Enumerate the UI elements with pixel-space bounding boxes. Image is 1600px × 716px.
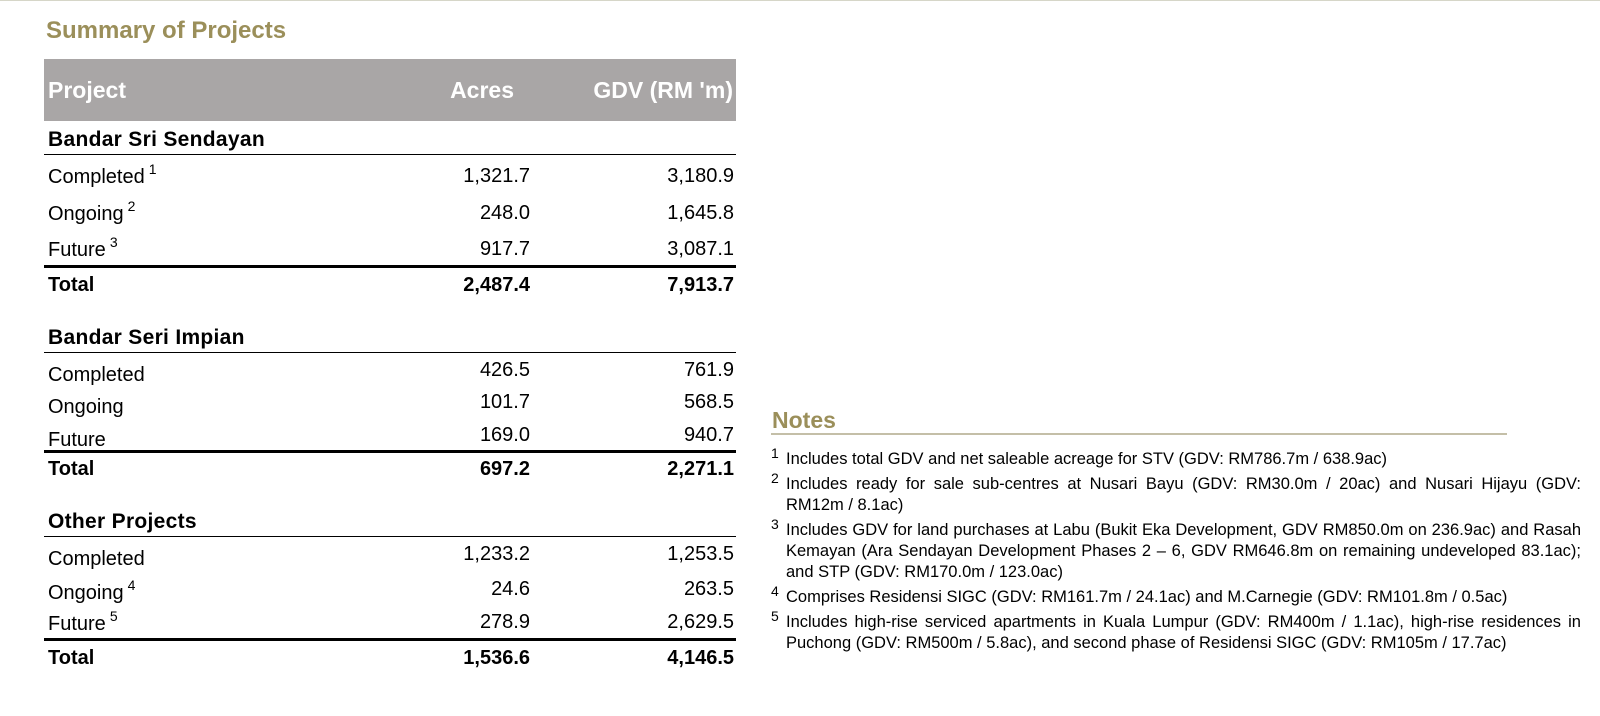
note-item (771, 608, 1581, 654)
section-other-projects (44, 503, 736, 673)
note-text: Includes high-rise serviced apartments in Kuala Lumpur (GDV: RM400m / 1.1ac), high-rise residences in Puchong (GDV: RM500m / 5.8ac), and second phase of Residensi SIGC (GDV: RM105m / 17.7ac) (786, 613, 1581, 652)
summary-table (44, 59, 736, 669)
section-bandar-sri-sendayan (44, 121, 736, 302)
row-label: Total (48, 647, 95, 669)
note-number: 4 (771, 583, 779, 599)
gdv-cell: 4,146.5 (667, 647, 734, 669)
section-title: Bandar Seri Impian (44, 319, 736, 353)
total-row (44, 265, 736, 302)
page-title: Summary of Projects (46, 17, 287, 44)
gdv-cell: 2,271.1 (667, 458, 734, 480)
table-row (44, 537, 736, 571)
section-title: Bandar Sri Sendayan (44, 121, 736, 155)
header-gdv: GDV (RM 'm) (593, 77, 733, 103)
table-row (44, 418, 736, 450)
notes-panel (771, 407, 1581, 654)
row-label: Completed (48, 548, 145, 570)
gdv-cell: 1,645.8 (667, 202, 734, 224)
total-row (44, 450, 736, 487)
gdv-cell: 1,253.5 (667, 543, 734, 565)
note-item (771, 583, 1581, 608)
note-number: 5 (771, 608, 779, 624)
footnote-ref: 2 (127, 198, 136, 214)
acres-cell: 917.7 (479, 238, 530, 260)
row-label: Future $^3$ (48, 234, 118, 261)
header-acres: Acres (450, 77, 514, 103)
note-item (771, 516, 1581, 583)
row-label: Ongoing $^2$ (48, 198, 136, 225)
total-row (44, 638, 736, 673)
note-text: Includes GDV for land purchases at Labu (Bukit Eka Development, GDV RM850.0m on 236.9ac) and Rasah Kemayan (Ara Sendayan Development Phases 2 – 6, GDV RM646.8m on remaining undeveloped 83.1ac); and STP (GDV: RM170.0m / 123.0ac) (786, 521, 1581, 581)
acres-cell: 248.0 (479, 202, 530, 224)
row-label: Future $^5$ (48, 608, 118, 635)
acres-cell: 2,487.4 (463, 274, 530, 296)
table-row (44, 385, 736, 418)
table-row (44, 571, 736, 605)
gdv-cell: 263.5 (683, 578, 734, 600)
row-label: Ongoing (48, 396, 124, 418)
acres-cell: 1,233.2 (463, 543, 530, 565)
gdv-cell: 761.9 (683, 359, 734, 381)
note-text: Includes total GDV and net saleable acreage for STV (GDV: RM786.7m / 638.9ac) (786, 450, 1388, 468)
note-text: Includes ready for sale sub-centres at Nusari Bayu (GDV: RM30.0m / 20ac) and Nusari Hijayu (GDV: RM12m / 8.1ac) (786, 475, 1581, 514)
footnote-ref: 4 (127, 577, 136, 593)
row-label: Total (48, 274, 95, 296)
acres-cell: 1,321.7 (463, 165, 530, 187)
table-header (44, 59, 736, 121)
gdv-cell: 7,913.7 (667, 274, 734, 296)
acres-cell: 24.6 (491, 578, 530, 600)
row-label: Ongoing $^4$ (48, 577, 136, 604)
gdv-cell: 2,629.5 (667, 611, 734, 633)
note-number: 3 (771, 516, 779, 532)
acres-cell: 1,536.6 (463, 647, 530, 669)
acres-cell: 101.7 (479, 391, 530, 413)
acres-cell: 169.0 (479, 424, 530, 446)
gdv-cell: 940.7 (683, 424, 734, 446)
section-title: Other Projects (44, 503, 736, 537)
table-row (44, 353, 736, 385)
acres-cell: 278.9 (479, 611, 530, 633)
notes-title: Notes (771, 407, 1507, 435)
gdv-cell: 3,087.1 (667, 238, 734, 260)
section-bandar-seri-impian (44, 319, 736, 487)
table-row (44, 605, 736, 638)
row-label: Total (48, 458, 95, 480)
gdv-cell: 3,180.9 (667, 165, 734, 187)
gdv-cell: 568.5 (683, 391, 734, 413)
note-item (771, 470, 1581, 516)
row-label: Future (48, 429, 106, 451)
row-label: Completed $^1$ (48, 161, 157, 188)
table-row (44, 155, 736, 192)
note-number: 1 (771, 445, 779, 461)
table-row (44, 229, 736, 265)
note-number: 2 (771, 470, 779, 486)
note-item (771, 445, 1581, 470)
acres-cell: 697.2 (479, 458, 530, 480)
footnote-ref: 1 (148, 161, 157, 177)
table-row (44, 192, 736, 229)
footnote-ref: 3 (109, 234, 118, 250)
row-label: Completed (48, 364, 145, 386)
acres-cell: 426.5 (479, 359, 530, 381)
header-project: Project (48, 77, 126, 103)
footnote-ref: 5 (109, 608, 118, 624)
note-text: Comprises Residensi SIGC (GDV: RM161.7m / 24.1ac) and M.Carnegie (GDV: RM101.8m / 0.5ac) (786, 588, 1508, 606)
